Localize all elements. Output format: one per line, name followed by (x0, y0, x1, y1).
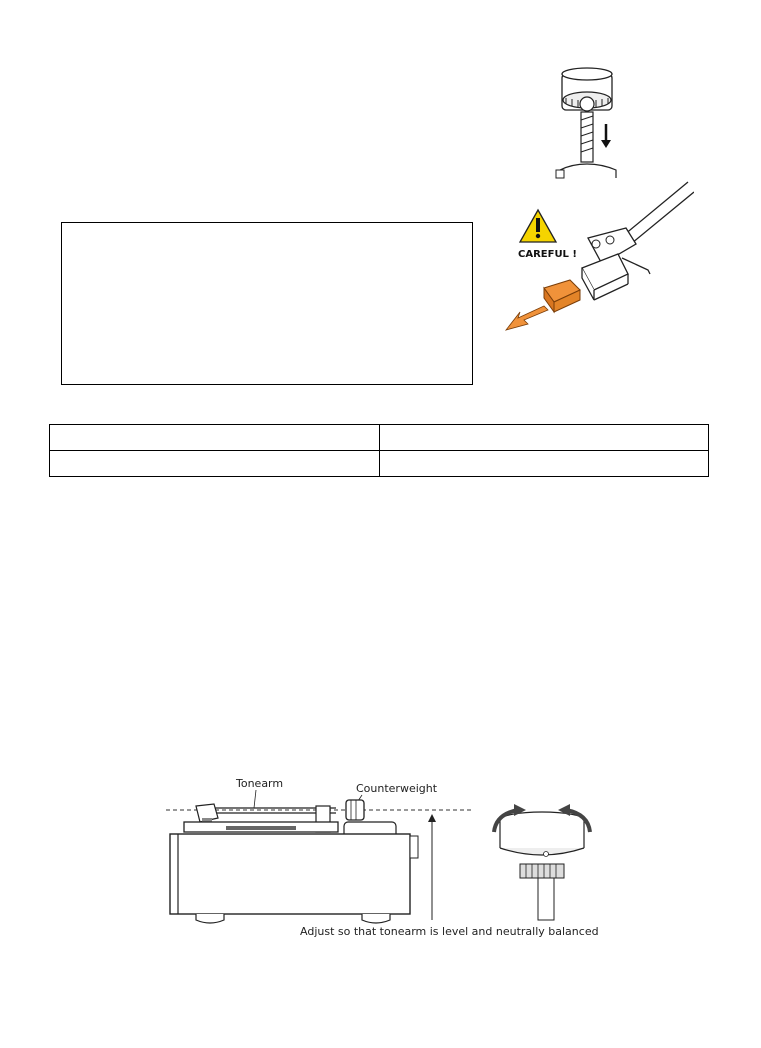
adjust-caption: Adjust so that tonearm is level and neutrally balanced (300, 925, 599, 938)
counterweight-label: Counterweight (356, 782, 438, 795)
tonearm-label: Tonearm (236, 777, 284, 790)
caution-label: CAREFUL ! (518, 249, 577, 260)
spec-table (49, 424, 709, 477)
table-row (50, 425, 709, 451)
table-row (50, 451, 709, 477)
table-cell (50, 451, 380, 477)
table-cell (379, 451, 709, 477)
tonearm-balance-illustration (166, 770, 606, 942)
warning-box (61, 222, 473, 385)
stylus-guard-illustration (498, 178, 694, 342)
table-cell (379, 425, 709, 451)
table-cell (50, 425, 380, 451)
counterweight-mounting-illustration (552, 66, 632, 184)
